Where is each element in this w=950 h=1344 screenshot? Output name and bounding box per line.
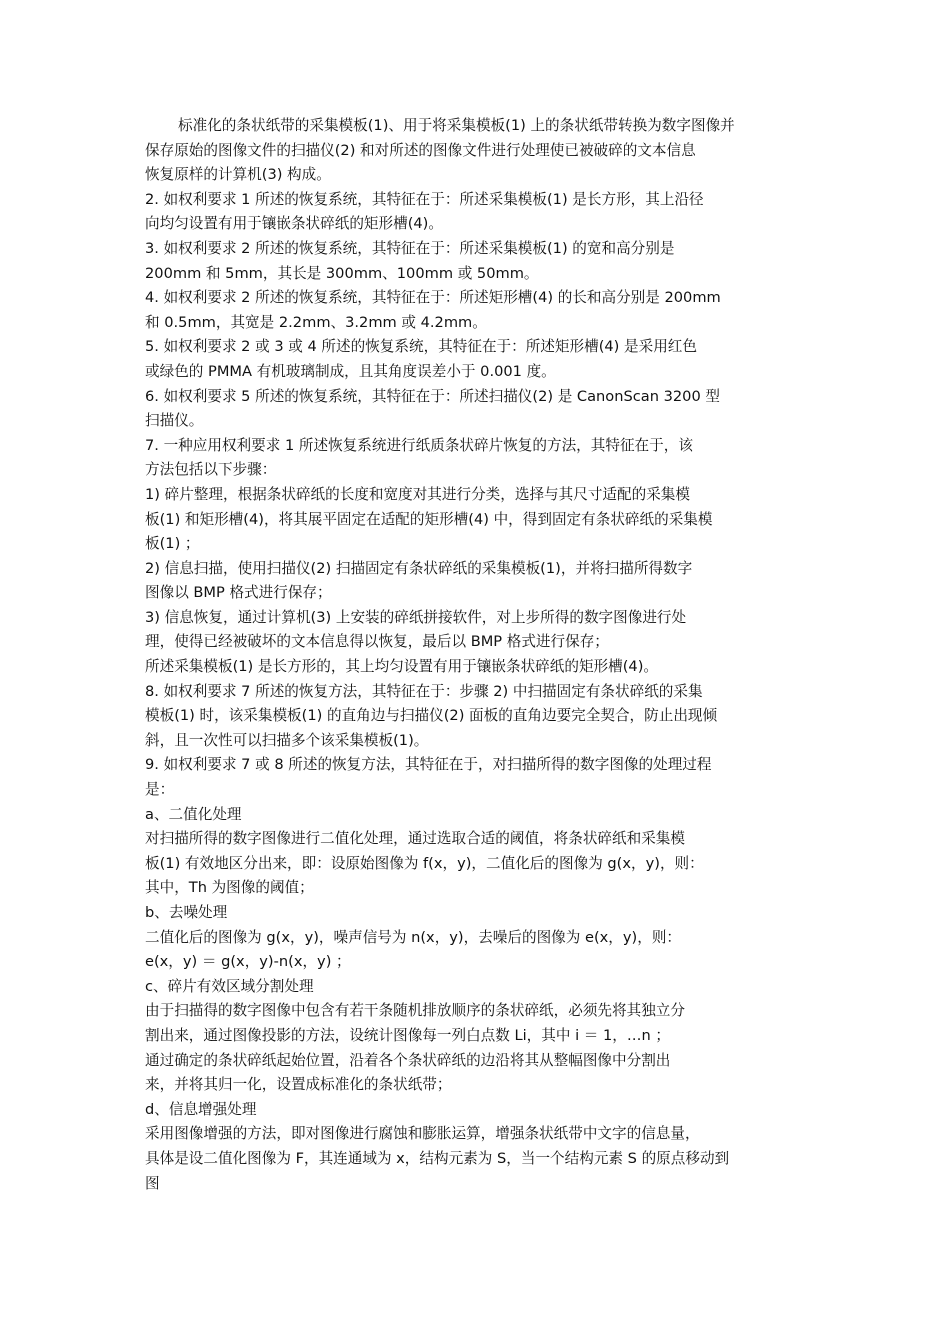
formula-line: e(x，y) ＝ g(x，y)-n(x，y) ； — [145, 953, 351, 971]
text-line: 2. 如权利要求 1 所述的恢复系统，其特征在于：所述采集模板(1) 是长方形，其上沿径 — [145, 190, 704, 208]
text-line: 图 — [145, 1174, 160, 1192]
text-line: 模板(1) 时，该采集模板(1) 的直角边与扫描仪(2) 面板的直角边要完全契合，防止出现倾 — [145, 707, 718, 725]
text-line: 3. 如权利要求 2 所述的恢复系统，其特征在于：所述采集模板(1) 的宽和高分别是 — [145, 239, 675, 257]
text-line: 200mm 和 5mm，其长是 300mm、100mm 或 50mm。 — [145, 264, 539, 282]
text-line: 板(1) 有效地区分出来，即：设原始图像为 f(x，y)，二值化后的图像为 g(x，y)，则： — [145, 854, 704, 872]
text-line: 恢复原样的计算机(3) 构成。 — [145, 166, 331, 184]
text-line: 板(1) ； — [145, 535, 200, 553]
text-line: 方法包括以下步骤： — [145, 461, 277, 479]
text-line: 8. 如权利要求 7 所述的恢复方法，其特征在于：步骤 2) 中扫描固定有条状碎纸的采集 — [145, 682, 703, 700]
section-heading: a、二值化处理 — [145, 805, 242, 823]
text-line: 割出来，通过图像投影的方法，设统计图像每一列白点数 Li，其中 i ＝ 1，…n ； — [145, 1026, 670, 1044]
text-line: 理，使得已经被破坏的文本信息得以恢复，最后以 BMP 格式进行保存； — [145, 633, 609, 651]
text-line: 二值化后的图像为 g(x，y)，噪声信号为 n(x，y)，去噪后的图像为 e(x，y)，则： — [145, 928, 682, 946]
claims-text-body — [145, 114, 815, 1196]
text-line: 或绿色的 PMMA 有机玻璃制成，且其角度误差小于 0.001 度。 — [145, 362, 556, 380]
text-line: 9. 如权利要求 7 或 8 所述的恢复方法，其特征在于，对扫描所得的数字图像的处理过程 — [145, 756, 712, 774]
section-heading: b、去噪处理 — [145, 904, 228, 921]
text-line: 扫描仪。 — [145, 412, 204, 430]
text-line: 对扫描所得的数字图像进行二值化处理，通过选取合适的阈值，将条状碎纸和采集模 — [145, 830, 685, 848]
text-line: 由于扫描得的数字图像中包含有若干条随机排放顺序的条状碎纸，必须先将其独立分 — [145, 1002, 685, 1020]
text-line: 保存原始的图像文件的扫描仪(2) 和对所述的图像文件进行处理使已被破碎的文本信息 — [145, 141, 696, 159]
section-heading: c、碎片有效区域分割处理 — [145, 977, 314, 995]
text-line: 2) 信息扫描，使用扫描仪(2) 扫描固定有条状碎纸的采集模板(1)，并将扫描所得数字 — [145, 559, 693, 577]
text-line: 向均匀设置有用于镶嵌条状碎纸的矩形槽(4)。 — [145, 215, 443, 233]
text-line: 图像以 BMP 格式进行保存； — [145, 584, 332, 602]
text-line: 4. 如权利要求 2 所述的恢复系统，其特征在于：所述矩形槽(4) 的长和高分别是 200mm — [145, 289, 721, 307]
section-heading: d、信息增强处理 — [145, 1100, 257, 1118]
text-line: 1) 碎片整理，根据条状碎纸的长度和宽度对其进行分类，选择与其尺寸适配的采集模 — [145, 485, 690, 503]
text-line: 和 0.5mm，其宽是 2.2mm、3.2mm 或 4.2mm。 — [145, 313, 487, 331]
text-line: 来，并将其归一化，设置成标准化的条状纸带； — [145, 1076, 452, 1094]
text-line: 5. 如权利要求 2 或 3 或 4 所述的恢复系统，其特征在于：所述矩形槽(4) 是采用红色 — [145, 338, 697, 356]
text-line: 是： — [145, 781, 175, 799]
text-line: 斜，且一次性可以扫描多个该采集模板(1)。 — [145, 731, 429, 749]
text-line: 所述采集模板(1) 是长方形的，其上均匀设置有用于镶嵌条状碎纸的矩形槽(4)。 — [145, 658, 658, 676]
text-line: 6. 如权利要求 5 所述的恢复系统，其特征在于：所述扫描仪(2) 是 CanonScan 3200 型 — [145, 387, 720, 405]
text-line: 其中，Th 为图像的阈值； — [145, 879, 314, 897]
text-line: 板(1) 和矩形槽(4)，将其展平固定在适配的矩形槽(4) 中，得到固定有条状碎纸的采集模 — [145, 510, 713, 528]
text-line: 采用图像增强的方法，即对图像进行腐蚀和膨胀运算，增强条状纸带中文字的信息量， — [145, 1125, 700, 1143]
text-line: 通过确定的条状碎纸起始位置，沿着各个条状碎纸的边沿将其从整幅图像中分割出 — [145, 1051, 671, 1069]
text-line: 具体是设二值化图像为 F，其连通域为 x，结构元素为 S，当一个结构元素 S 的原点移动到 — [145, 1149, 730, 1167]
text-line: 7. 一种应用权利要求 1 所述恢复系统进行纸质条状碎片恢复的方法，其特征在于，该 — [145, 436, 693, 454]
text-line: 标准化的条状纸带的采集模板(1)、用于将采集模板(1) 上的条状纸带转换为数字图像并 — [178, 117, 735, 134]
text-line: 3) 信息恢复，通过计算机(3) 上安装的碎纸拼接软件，对上步所得的数字图像进行处 — [145, 608, 687, 626]
